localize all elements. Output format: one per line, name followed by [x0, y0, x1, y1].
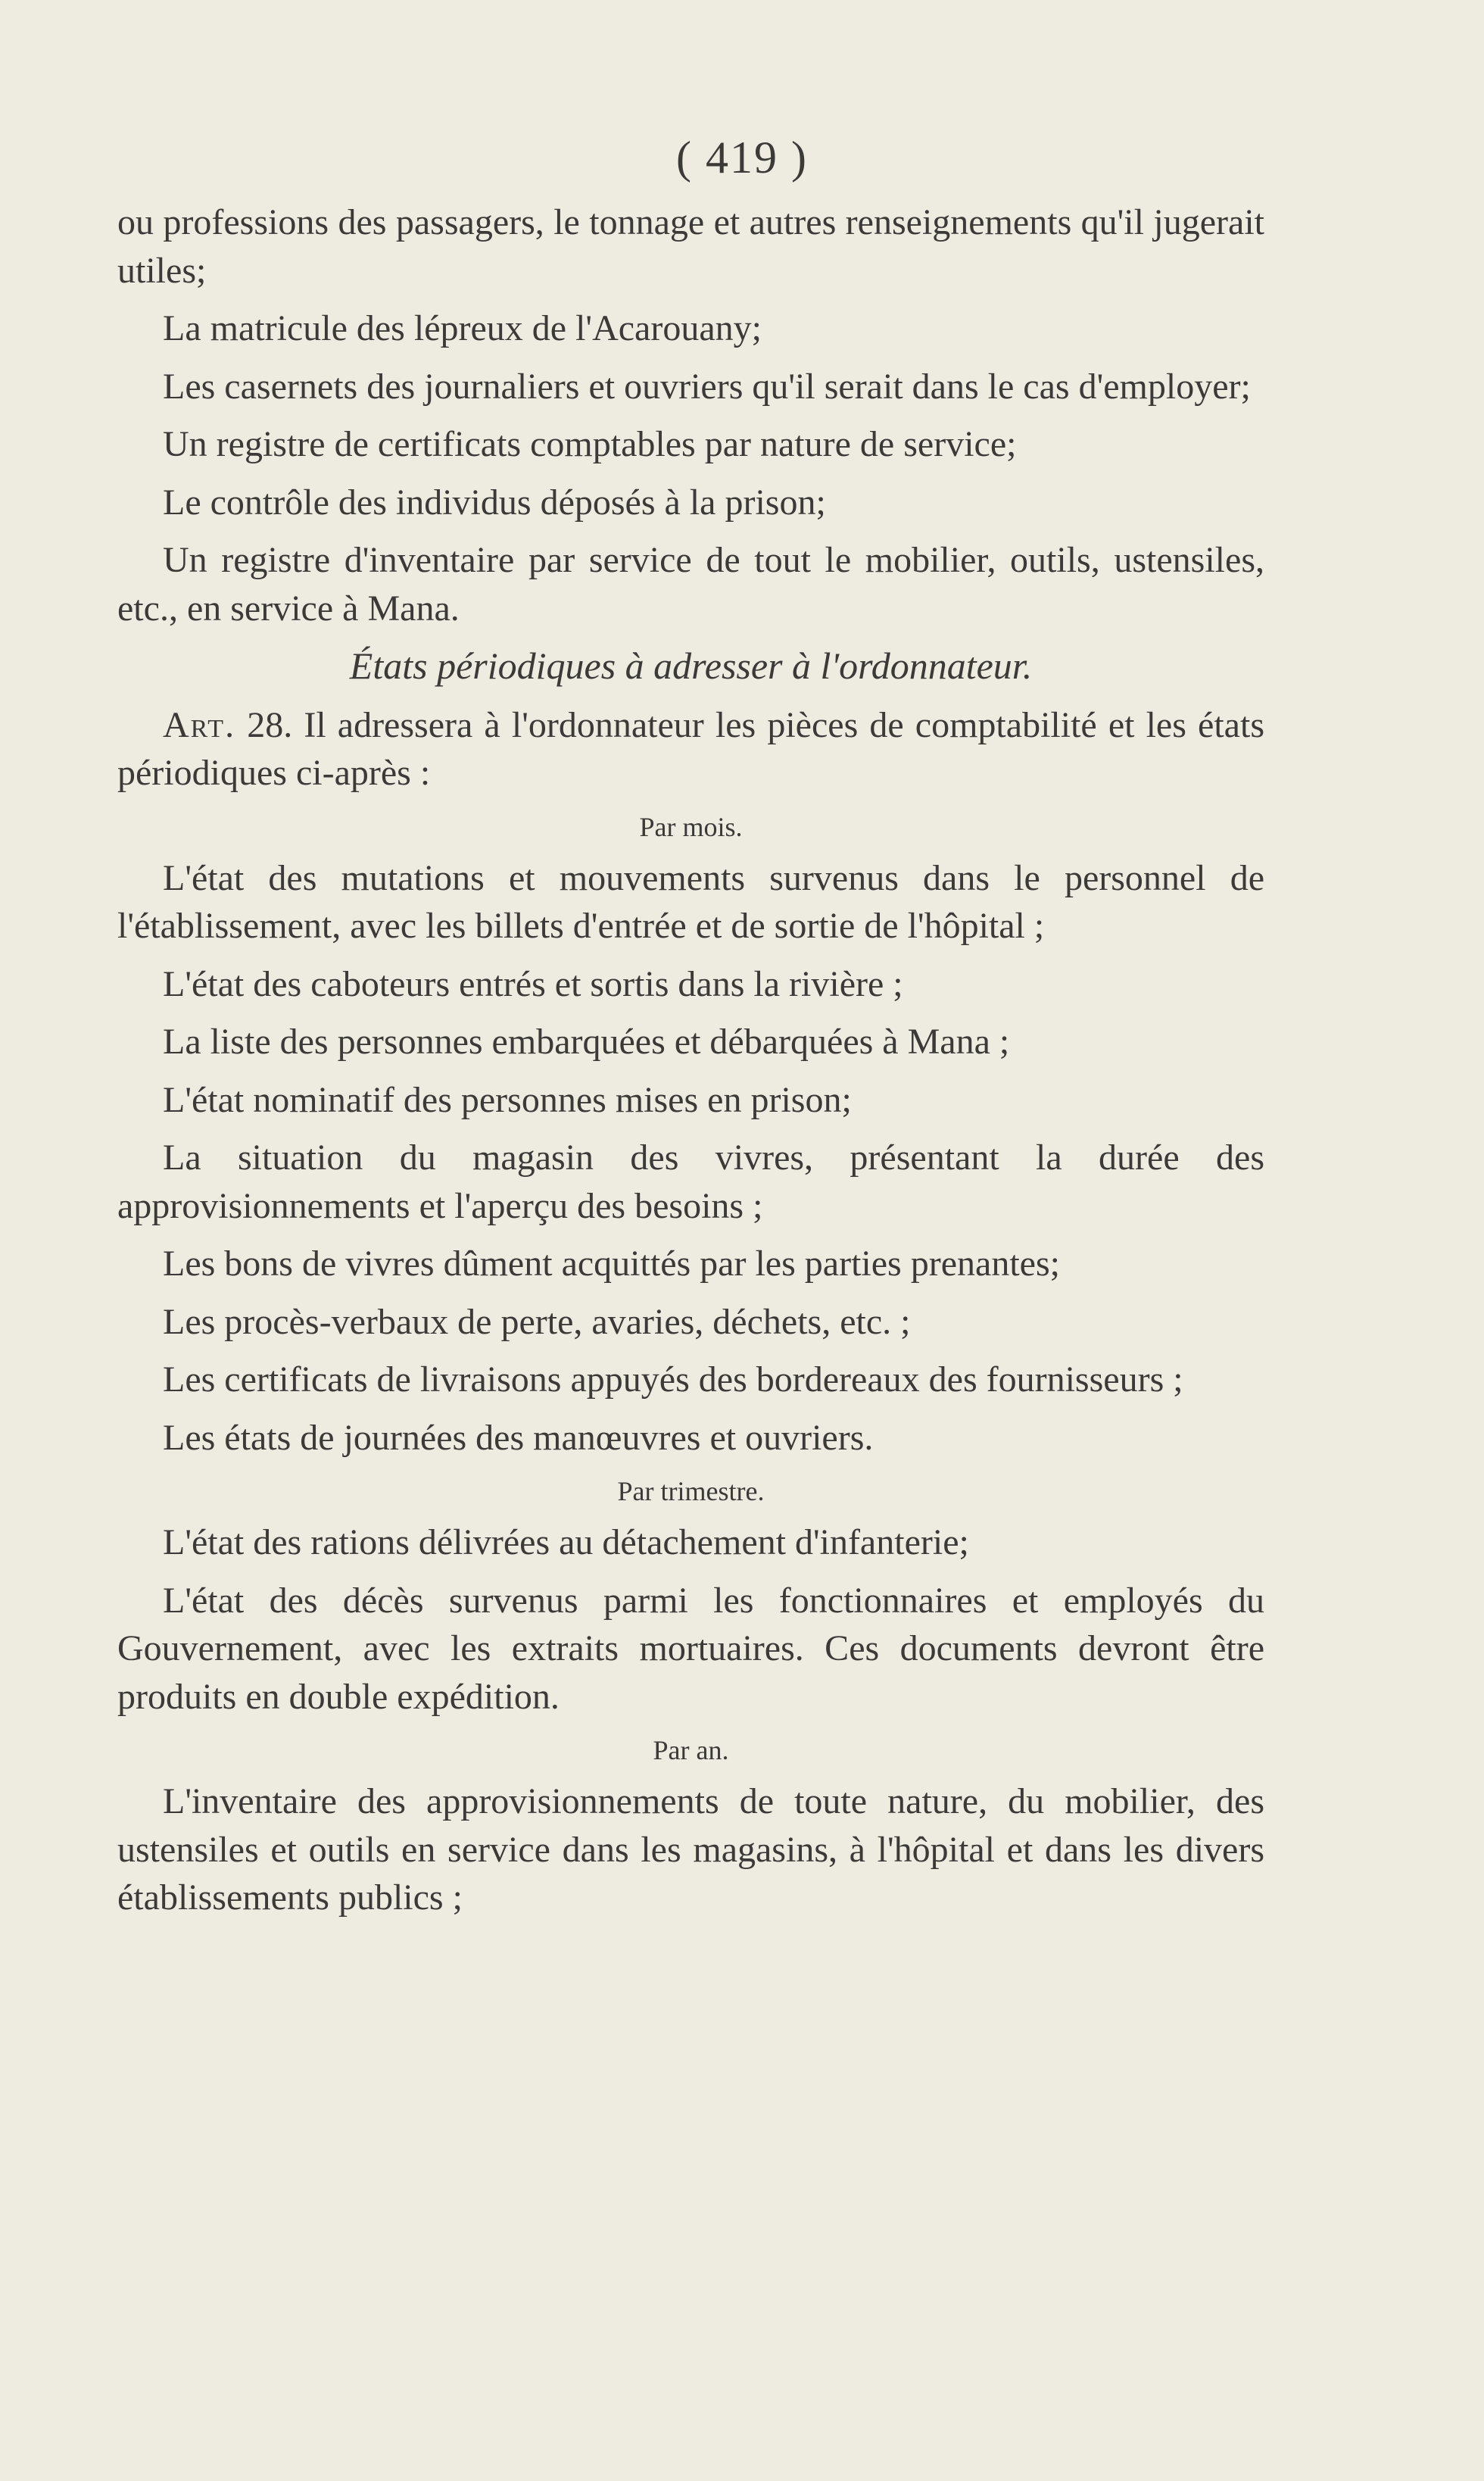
list-item: Les certificats de livraisons appuyés des bordereaux des fournisseurs ;: [163, 1359, 1183, 1400]
section-heading: États périodiques à adresser à l'ordonnateur.: [349, 644, 1033, 687]
list-item: Les bons de vivres dûment acquittés par les parties prenantes;: [163, 1244, 1060, 1284]
article-number: 28.: [247, 704, 293, 745]
list-item: Les états de journées des manœuvres et ouvriers.: [163, 1417, 874, 1458]
list-item: L'état des décès survenus parmi les fonctionnaires et employés du Gouvernement, avec les extraits mortuaires. Ces documents devront être produits en double expédition.: [117, 1580, 1264, 1717]
paragraph: Les casernets des journaliers et ouvriers qu'il serait dans le cas d'employer;: [163, 366, 1251, 407]
list-item: L'état des rations délivrées au détachement d'infanterie;: [163, 1522, 969, 1562]
list-item: L'état nominatif des personnes mises en prison;: [163, 1079, 852, 1120]
paragraph: Un registre de certificats comptables par nature de service;: [163, 424, 1017, 464]
list-item: Les procès-verbaux de perte, avaries, déchets, etc. ;: [163, 1301, 911, 1342]
article-label: Art.: [163, 704, 236, 745]
list-item: La situation du magasin des vivres, présentant la durée des approvisionnements et l'aperçu des besoins ;: [117, 1138, 1264, 1226]
subheading-par-an: Par an.: [653, 1735, 729, 1765]
subheading-par-trimestre: Par trimestre.: [617, 1476, 765, 1506]
article-paragraph: [117, 701, 1264, 797]
list-item: L'inventaire des approvisionnements de toute nature, du mobilier, des ustensiles et outils en service dans les magasins, à l'hôpital et dans les divers établissements publics ;: [117, 1781, 1264, 1918]
list-item: La liste des personnes embarquées et débarquées à Mana ;: [163, 1022, 1010, 1062]
list-item: L'état des mutations et mouvements survenus dans le personnel de l'établissement, avec les billets d'entrée et de sortie de l'hôpital ;: [117, 857, 1264, 946]
list-item: L'état des caboteurs entrés et sortis dans la rivière ;: [163, 963, 903, 1004]
paragraph: Un registre d'inventaire par service de tout le mobilier, outils, ustensiles, etc., en service à Mana.: [117, 540, 1264, 629]
paragraph: Le contrôle des individus déposés à la prison;: [163, 482, 826, 523]
page-body: [117, 198, 1264, 1932]
page-number: ( 419 ): [676, 133, 808, 183]
article-text: Il adressera à l'ordonnateur les pièces de comptabilité et les états périodiques ci-après :: [117, 704, 1265, 793]
paragraph: La matricule des lépreux de l'Acarouany;: [163, 308, 762, 348]
subheading-par-mois: Par mois.: [639, 811, 743, 842]
paragraph: ou professions des passagers, le tonnage et autres renseignements qu'il jugerait utiles;: [117, 202, 1264, 291]
